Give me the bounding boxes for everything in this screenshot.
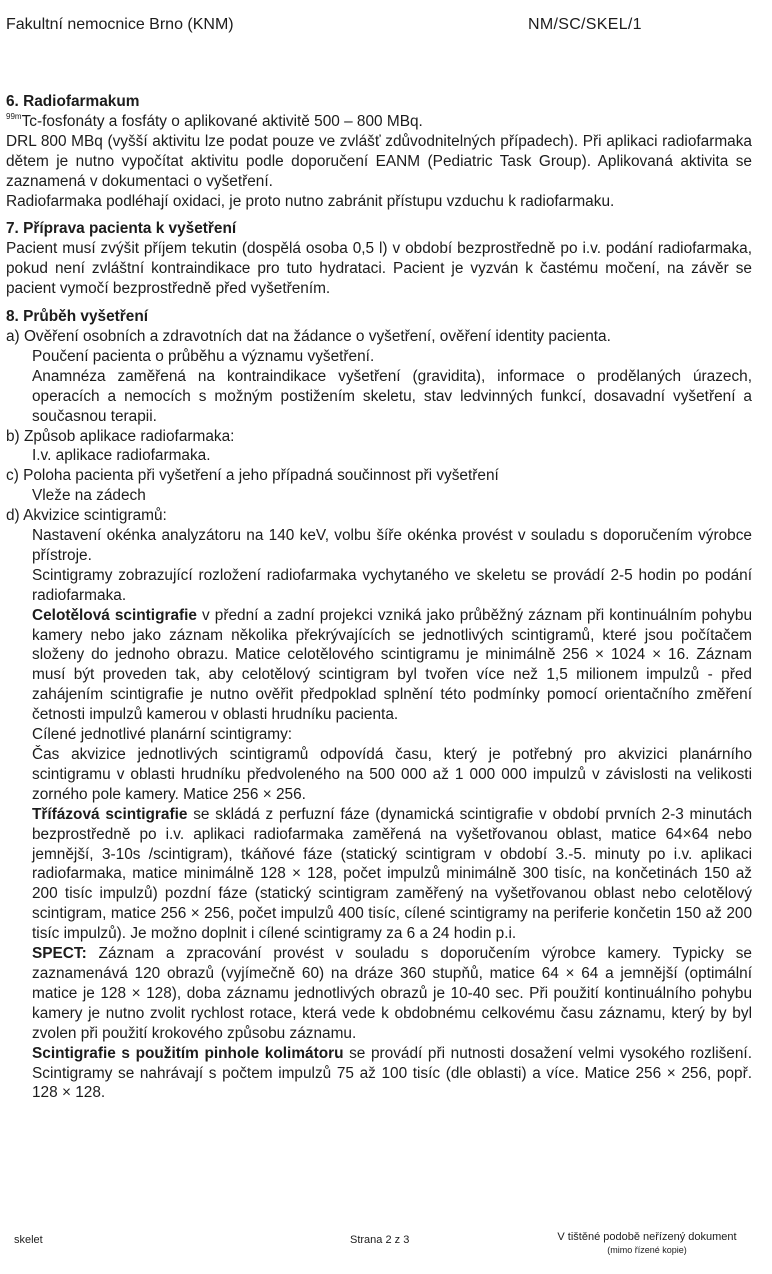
item-d-timing: Scintigramy zobrazující rozložení radiofarmaka vychytaného ve skeletu se provádí 2-5 hodin po podání radiofarmaka. — [32, 566, 752, 604]
section-8-heading: 8. Průběh vyšetření — [6, 308, 148, 326]
item-b-heading: b) Způsob aplikace radiofarmaka: — [6, 427, 235, 445]
header-doc-code: NM/SC/SKEL/1 — [528, 16, 642, 33]
footer-notice — [540, 1231, 754, 1257]
footer-notice-line-2: (mimo řízené kopie) — [607, 1245, 687, 1255]
footer-notice-line-1: V tištěné podobě neřízený dokument — [557, 1231, 737, 1243]
item-c-heading: c) Poloha pacienta při vyšetření a jeho případná součinnost při vyšetření — [6, 467, 499, 485]
section-6-line-1 — [6, 112, 752, 132]
item-d-three-phase — [6, 805, 752, 944]
item-d-spect — [6, 944, 752, 1044]
isotope-superscript: 99m — [6, 111, 22, 121]
item-b-text: I.v. aplikace radiofarmaka. — [32, 447, 211, 465]
pinhole-text: se provádí při nutnosti dosažení velmi vysokého rozlišení. Scintigramy se nahrávají s počtem impulzů 75 až 100 tisíc (dle oblasti) a více. Matice 256 × 256, popř. 128 × 128. — [32, 1044, 752, 1102]
item-d-pinhole — [6, 1044, 752, 1104]
spect-text: Záznam a zpracování provést v souladu s doporučením výrobce kamery. Typicky se zaznamenává 120 obrazů (vyjímečně 60) na dráze 360 stupňů, matice 64 × 64 a jemnější (optimální matice je 128 × 128), doba záznamu jednotlivých obrazů je 10-40 sec. Při použití kontinuálního pohybu kamery je nutno zvolit rychlost rotace, která vede k obdobnému celkovému času záznamu, který by byl zvolen při použití krokového způsobu záznamu. — [32, 945, 752, 1042]
item-d-planar-text: Čas akvizice jednotlivých scintigramů odpovídá času, který je potřebný pro akvizici planárního scintigramu v oblasti hrudníku předvoleného na 500 000 až 1 000 000 impulzů v závislosti na velikosti zorného pole kamery. Matice 256 × 256. — [32, 746, 752, 803]
item-d-whole-body — [6, 606, 752, 725]
three-phase-term: Třífázová scintigrafie — [32, 805, 188, 823]
header-institution: Fakultní nemocnice Brno (KNM) — [6, 16, 234, 33]
item-c-text: Vleže na zádech — [32, 487, 146, 505]
item-d-heading: d) Akvizice scintigramů: — [6, 507, 167, 525]
section-6-line-1-text: Tc-fosfonáty a fosfáty o aplikované aktivitě 500 – 800 MBq. — [21, 112, 423, 130]
section-7-heading: 7. Příprava pacienta k vyšetření — [6, 220, 237, 238]
spect-term: SPECT: — [32, 945, 87, 963]
item-a-anamnesis: Anamnéza zaměřená na kontraindikace vyšetření (gravidita), informace o prodělaných úrazech, operacích a nemocích s možným postižením skeletu, stav ledvinných funkcí, dosavadní vyšetření a současnou terapii. — [32, 367, 752, 425]
section-6-paragraph-drl: DRL 800 MBq (vyšší aktivitu lze podat pouze ve zvlášť zdůvodnitelných případech). Při aplikaci radiofarmaka dětem je nutno vypočítat aktivitu podle doporučení EANM (Pediatric Task Group). Aplikovaná aktivita se zaznamená v dokumentaci o vyšetření. — [6, 132, 752, 190]
item-a-line-2: Poučení pacienta o průběhu a významu vyšetření. — [32, 347, 375, 365]
footer-doc-name: skelet — [14, 1234, 43, 1246]
whole-body-text: v přední a zadní projekci vzniká jako průběžný záznam při kontinuálním pohybu kamery nebo jako záznam několika překrývajících se jednotlivých scintigramů, které jsou počítačem složeny do jednoho obrazu. Matice celotělového scintigramu je minimálně 256 × 1024 × 16. Záznam musí být proveden tak, aby celotělový scintigram byl tvořen více než 1,5 milionem impulzů - před zahájením scintigrafie je nutno ověřit předpoklad splnění této podmínky pomocí orientačního změření četnosti impulzů kamerou v oblasti hrudníku pacienta. — [32, 606, 752, 724]
section-6-paragraph-oxidation: Radiofarmaka podléhají oxidaci, je proto nutno zabránit přístupu vzduchu k radiofarmaku. — [6, 192, 615, 210]
pinhole-term: Scintigrafie s použitím pinhole kolimátoru — [32, 1044, 344, 1062]
footer-page-number: Strana 2 z 3 — [350, 1234, 410, 1246]
section-7-paragraph: Pacient musí zvýšit příjem tekutin (dospělá osoba 0,5 l) v období bezprostředně po i.v. podání radiofarmaka, pokud není zvláštní kontraindikace pro tuto hydrataci. Pacient je vyzván k častému močení, na závěr se pacient vymočí bezprostředně před vyšetřením. — [6, 240, 752, 298]
document-body — [6, 92, 752, 1103]
item-d-planar-heading: Cílené jednotlivé planární scintigramy: — [32, 726, 293, 744]
three-phase-text: se skládá z perfuzní fáze (dynamická scintigrafie v období prvních 2-3 minutách bezprostředně po i.v. aplikaci radiofarmaka zaměřená na vyšetřovanou oblast, matice 64×64 nebo jemnější, 3-10s /scintigram), tkáňové fáze (statický scintigram v období 3.-5. minuty po i.v. aplikaci radiofarmaka, matice minimálně 128 × 128, počet impulzů minimálně 300 tisíc, na končetinách 150 až 200 tisíc impulzů) pozdní fáze (statický scintigram zaměřený na vyšetřovanou oblast nebo celotělový scintigram, matice 256 × 256, počet impulzů 400 tisíc, cílené scintigramy na periferie končetin 150 až 200 tisíc impulzů). Je možno doplnit i cílené scintigramy za 6 a 24 hodin p.i. — [32, 805, 753, 943]
section-6-heading: 6. Radiofarmakum — [6, 93, 140, 110]
item-a-line-1: a) Ověření osobních a zdravotních dat na žádance o vyšetření, ověření identity pacienta. — [6, 327, 611, 345]
whole-body-term: Celotělová scintigrafie — [32, 606, 197, 624]
item-d-analyzer: Nastavení okénka analyzátoru na 140 keV, volbu šíře okénka provést v souladu s doporučením výrobce přístroje. — [32, 527, 752, 564]
